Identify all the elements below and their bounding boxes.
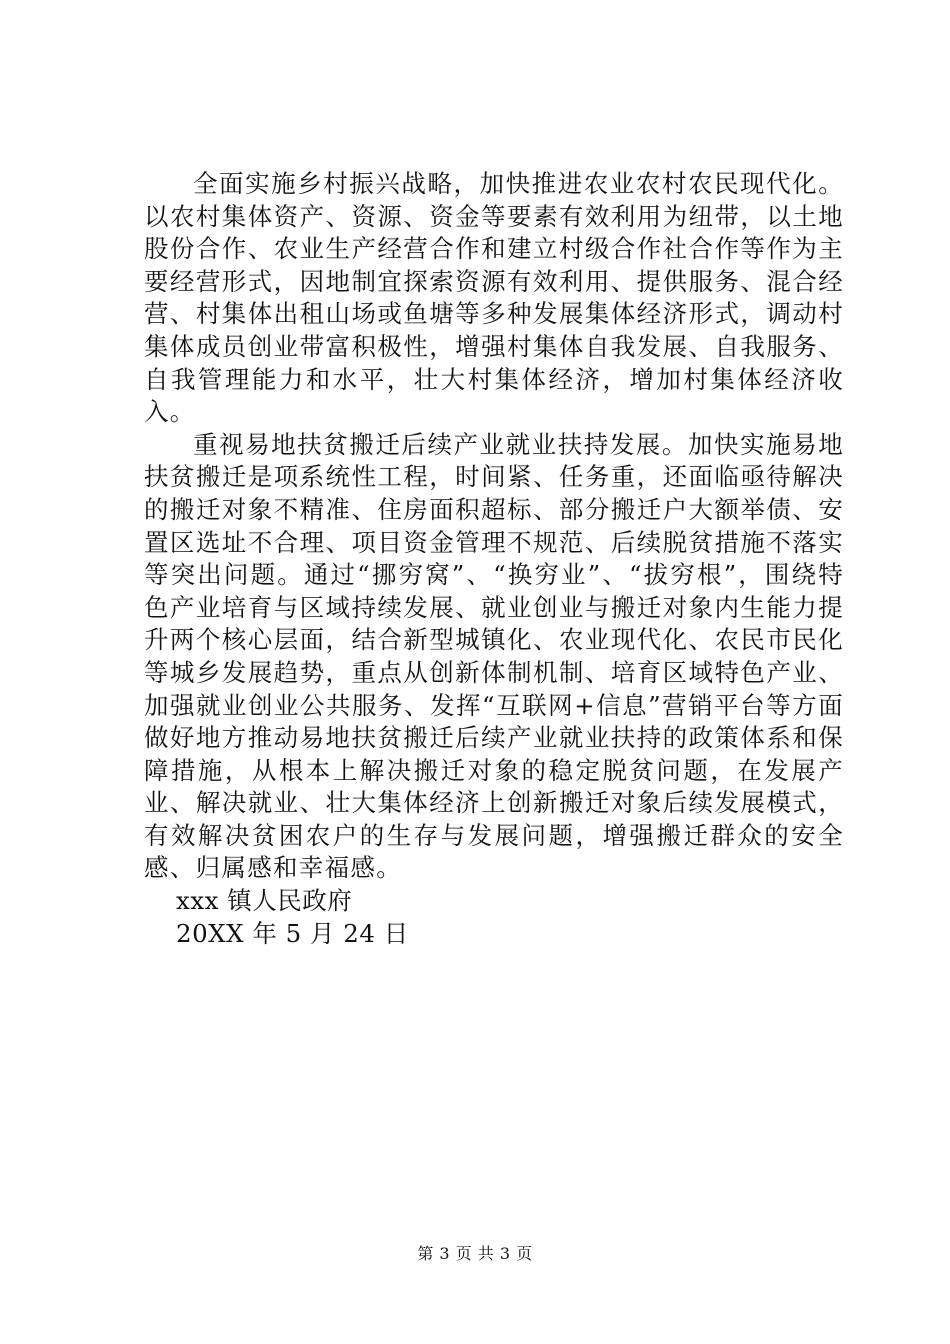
page-number-footer: 第 3 页 共 3 页 xyxy=(417,1244,533,1263)
paragraph-rural-revitalization: 全面实施乡村振兴战略，加快推进农业农村农民现代化。以农村集体资产、资源、资金等要素有效利用为纽带，以土地股份合作、农业生产经营合作和建立村级合作社合作等作为主要经营形式，因地制宜探索资源有效利用、提供服务、混合经营、村集体出租山场或鱼塘等多种发展集体经济形式，调动村集体成员创业带富积极性，增强村集体自我发展、自我服务、自我管理能力和水平，壮大村集体经济，增加村集体经济收入。 xyxy=(144,169,844,427)
signature-organization: xxx 镇人民政府 xyxy=(176,886,353,916)
signature-date: 20XX 年 5 月 24 日 xyxy=(176,918,409,948)
paragraph-relocation-support: 重视易地扶贫搬迁后续产业就业扶持发展。加快实施易地扶贫搬迁是项系统性工程，时间紧、任务重，还面临亟待解决的搬迁对象不精准、住房面积超标、部分搬迁户大额举债、安置区选址不合理、项目资金管理不规范、后续脱贫措施不落实等突出问题。通过“挪穷窝”、“换穷业”、“拔穷根”，围绕特色产业培育与区域持续发展、就业创业与搬迁对象内生能力提升两个核心层面，结合新型城镇化、农业现代化、农民市民化等城乡发展趋势，重点从创新体制机制、培育区域特色产业、加强就业创业公共服务、发挥“互联网+信息”营销平台等方面做好地方推动易地扶贫搬迁后续产业就业扶持的政策体系和保障措施，从根本上解决搬迁对象的稳定脱贫问题，在发展产业、解决就业、壮大集体经济上创新搬迁对象后续发展模式，有效解决贫困农户的生存与发展问题，增强搬迁群众的安全感、归属感和幸福感。 xyxy=(144,429,844,883)
document-body xyxy=(144,168,844,950)
